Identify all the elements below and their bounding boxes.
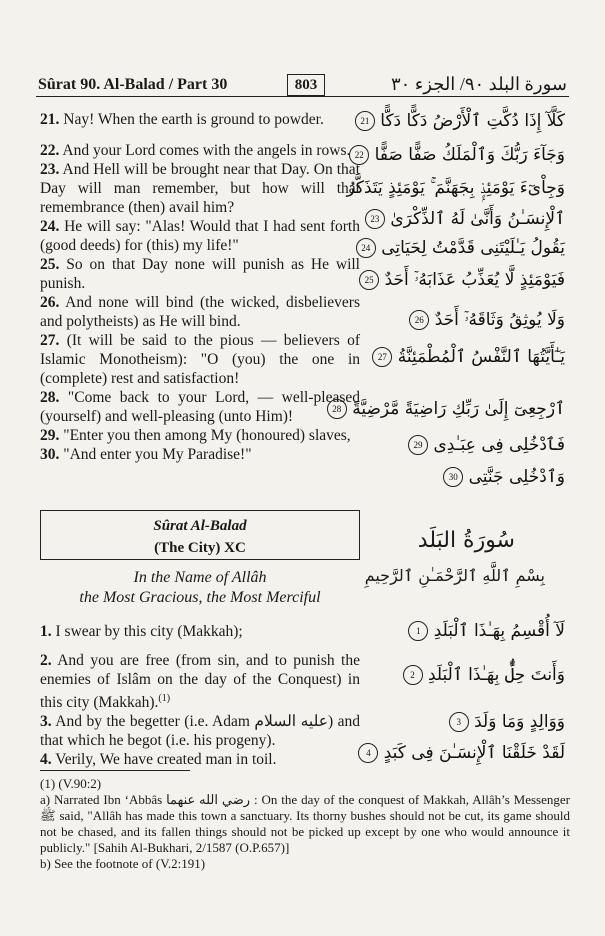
english-translation-balad bbox=[40, 622, 360, 769]
footnote-divider bbox=[40, 770, 190, 771]
footnote-b: b) See the footnote of (V.2:191) bbox=[40, 856, 206, 871]
surah-title-box bbox=[40, 510, 360, 560]
ayah-marker: 25 bbox=[359, 270, 379, 290]
verse-24: 24. He will say: "Alas! Would that I had sent forth (good deeds) for (this) my life!" bbox=[40, 218, 360, 254]
verse-30: 30. "And enter you My Paradise!" bbox=[40, 446, 252, 463]
ayah-marker: 22 bbox=[349, 145, 369, 165]
footnote-ref: (1) bbox=[158, 693, 171, 704]
surah-name: Sûrat Al-Balad bbox=[153, 518, 247, 534]
ayah-marker: 3 bbox=[449, 712, 469, 732]
arabic-verse-23b: ٱلْإِنسَـٰنُ وَأَنَّىٰ لَهُ ٱلذِّكْرَىٰ 23 bbox=[360, 208, 565, 229]
arabic-verse-21: كَلَّآ إِذَا دُكَّتِ ٱلْأَرْضُ دَكًّا دَكًّا 21 bbox=[360, 110, 565, 131]
arabic-verse-24: يَقُولُ يَـٰلَيْتَنِى قَدَّمْتُ لِحَيَاتِى 24 bbox=[360, 238, 565, 258]
invocation: In the Name of Allâh the Most Gracious, the Most Merciful bbox=[79, 569, 321, 606]
footnote-a: a) Narrated Ibn ‘Abbâs رضي الله عنهما : On the day of the conquest of Makkah, Allâh’s Messenger ﷺ said, "Allâh has made this town a sanctuary. Its thorny bushes should not be cut, its game should not be chased, and its fallen things should not be picked up except by one who would announce it publicly." [Sahih Al-Bukhari, 2/1587 (O.P.657)] bbox=[40, 792, 570, 855]
footnote-1: (1) (V.90:2) bbox=[40, 776, 102, 791]
arabic-balad-3: وَوَالِدٍ وَمَا وَلَدَ 3 bbox=[360, 712, 565, 732]
verse-27: 27. (It will be said to the pious — believers of Islamic Monotheism): "O (you) the one in (complete) rest and satisfaction! bbox=[40, 332, 360, 387]
ayah-marker: 28 bbox=[327, 399, 347, 419]
verse-26: 26. And none will bind (the wicked, disbelievers and polytheists) as He will bind. bbox=[40, 294, 360, 330]
balad-verse-4: 4. Verily, We have created man in toil. bbox=[40, 751, 277, 769]
arabic-balad-2: وَأَنتَ حِلٌّۢ بِهَـٰذَا ٱلْبَلَدِ 2 bbox=[360, 664, 565, 685]
ayah-marker: 26 bbox=[409, 310, 429, 330]
verse-21: 21. Nay! When the earth is ground to powder. bbox=[40, 111, 324, 128]
footnotes bbox=[40, 776, 570, 872]
surah-title-arabic: سُورَةُ البَلَد bbox=[417, 528, 515, 553]
ayah-marker: 21 bbox=[355, 111, 375, 131]
balad-verse-2: 2. And you are free (from sin, and to punish the enemies of Islâm on the day of the Conquest) in this city (Makkah).$^{(1)}$ bbox=[40, 652, 360, 712]
ayah-marker: 27 bbox=[372, 347, 392, 367]
header-arabic: سورة البلد ٩٠/ الجزء ٣٠ bbox=[390, 74, 567, 94]
ayah-marker: 2 bbox=[403, 665, 423, 685]
verse-25: 25. So on that Day none will punish as He will punish. bbox=[40, 256, 360, 292]
bismillah-arabic: بِسْمِ ٱللَّهِ ٱلرَّحْمَـٰنِ ٱلرَّحِيمِ bbox=[364, 566, 545, 585]
arabic-verse-29: فَٱدْخُلِى فِى عِبَـٰدِى 29 bbox=[360, 434, 565, 455]
arabic-verse-26: وَلَا يُوثِقُ وَثَاقَهُۥٓ أَحَدٌ 26 bbox=[360, 310, 565, 330]
arabic-verse-25: فَيَوْمَئِذٍ لَّا يُعَذِّبُ عَذَابَهُۥٓ أَحَدٌ 25 bbox=[360, 270, 565, 290]
arabic-verse-22: وَجَآءَ رَبُّكَ وَٱلْمَلَكُ صَفًّا صَفًّا 22 bbox=[360, 144, 565, 165]
verse-23: 23. And Hell will be brought near that Day. On that Day will man remember, but how will that remembrance (then) avail him? bbox=[40, 161, 360, 216]
arabic-verse-28: ٱرْجِعِىٓ إِلَىٰ رَبِّكِ رَاضِيَةً مَّرْضِيَّةً 28 bbox=[360, 398, 565, 419]
arabic-verse-30: وَٱدْخُلِى جَنَّتِى 30 bbox=[360, 466, 565, 487]
ayah-marker: 1 bbox=[408, 621, 428, 641]
verse-28: 28. "Come back to your Lord, — well-pleased (yourself) and well-pleasing (unto Him)! bbox=[40, 389, 360, 425]
english-translation-fajr bbox=[40, 110, 360, 464]
header-surah-part: Sûrat 90. Al-Balad / Part 30 bbox=[38, 76, 228, 93]
arabic-verse-23a: وَجِاْىٓءَ يَوْمَئِذٍۭ بِجَهَنَّمَ ۚ يَوْمَئِذٍ يَتَذَكَّرُ bbox=[346, 178, 565, 198]
ayah-marker: 24 bbox=[356, 238, 376, 258]
arabic-balad-4: لَقَدْ خَلَقْنَا ٱلْإِنسَـٰنَ فِى كَبَدٍ 4 bbox=[360, 742, 565, 763]
balad-verse-3: 3. And by the begetter (i.e. Adam عليه السلام) and that which he begot (i.e. his progeny). bbox=[40, 713, 360, 750]
ayah-marker: 4 bbox=[358, 743, 378, 763]
verse-22: 22. And your Lord comes with the angels in rows. bbox=[40, 142, 351, 159]
ayah-marker: 30 bbox=[443, 467, 463, 487]
verse-29: 29. "Enter you then among My (honoured) slaves, bbox=[40, 427, 351, 444]
ayah-marker: 23 bbox=[365, 209, 385, 229]
balad-verse-1: 1. I swear by this city (Makkah); bbox=[40, 623, 243, 640]
arabic-balad-1: لَآ أُقْسِمُ بِهَـٰذَا ٱلْبَلَدِ 1 bbox=[360, 620, 565, 641]
page-number: 803 bbox=[287, 74, 325, 96]
surah-subtitle: (The City) XC bbox=[154, 540, 246, 556]
ayah-marker: 29 bbox=[408, 435, 428, 455]
arabic-verse-27: يَـٰٓأَيَّتُهَا ٱلنَّفْسُ ٱلْمُطْمَئِنَّةُ 27 bbox=[360, 346, 565, 367]
header-rule bbox=[36, 96, 569, 97]
